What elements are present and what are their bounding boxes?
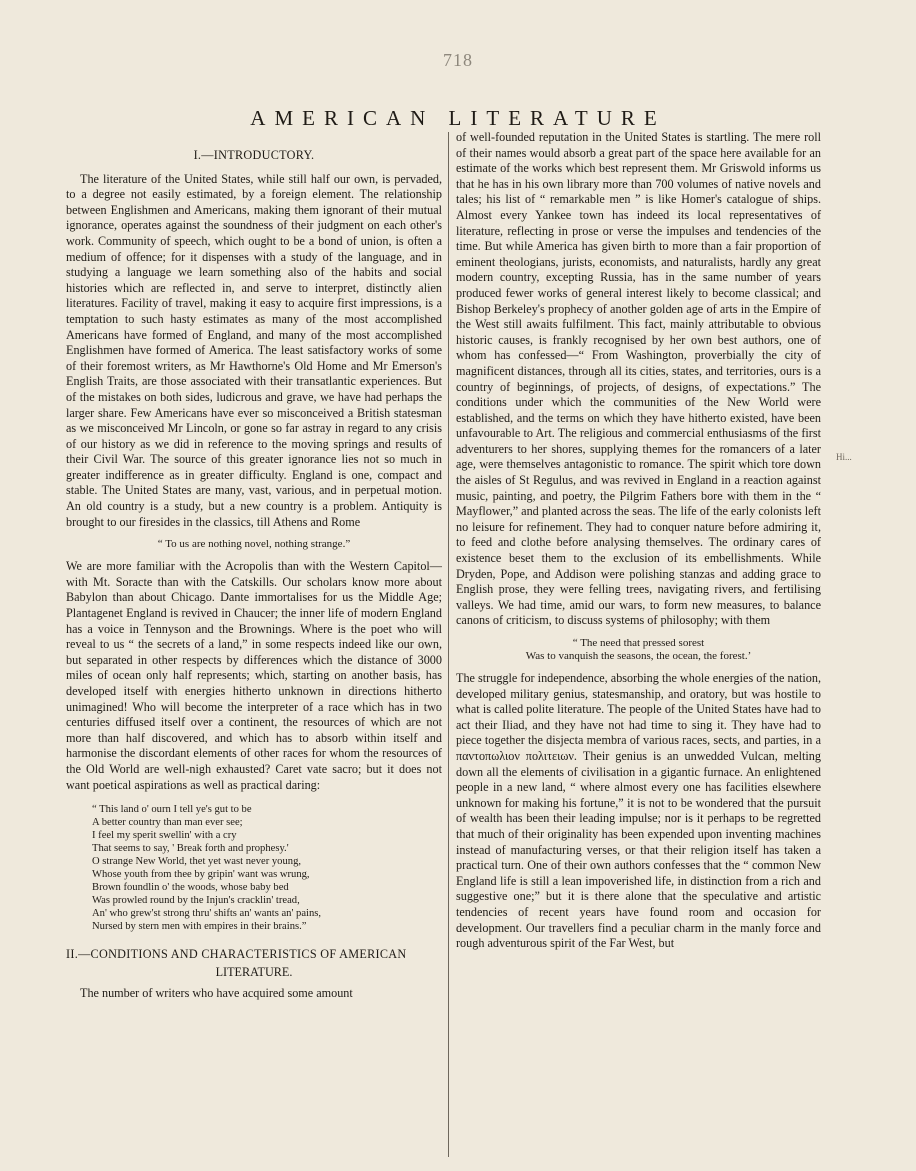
- verse-line: Nursed by stern men with empires in their brains.”: [92, 921, 307, 933]
- paragraph: The number of writers who have acquired some amount: [80, 986, 353, 1001]
- left-column: [66, 138, 442, 1002]
- verse-line: That seems to say, ' Break forth and prophesy.': [92, 843, 289, 855]
- quote-line: “ The need that pressed sorest: [572, 637, 705, 649]
- section-heading-conditions: II.—CONDITIONS AND CHARACTERISTICS OF AMERICAN: [66, 947, 407, 962]
- verse-line: Brown foundlin o' the woods, whose baby bed: [92, 882, 289, 894]
- page-number: 718: [443, 50, 473, 70]
- quote-line: Was to vanquish the seasons, the ocean, the forest.’: [525, 650, 752, 662]
- paragraph: The literature of the United States, while still half our own, is pervaded, to a degree not easily estimated, by a foreign element. The relationship between Englishmen and Americans, making them ignorant of their mutual ignorance, operates against the soundness of their judgment on each other's work. Community of speech, which ought to be a bond of union, is often a medium of offence; for it dispenses with a study of the language, and in studying a language we learn something also of the habits and social histories which are reflected in, and serve to interpret, distinctly alien literatures. Facility of travel, making it easy to acquire first impressions, is a temptation to such hasty estimates as many of the most accomplished Americans have formed of England, and many of the most accomplished Englishmen have formed of America. The least satisfactory works of some of their foremost writers, as Mr Hawthorne's Old Home and Mr Emerson's English Traits, are those associated with their transatlantic experiences. But of the mistakes on both sides, ludicrous and grave, we have had perhaps the larger share. Few Americans have ever so misconceived a British statesman as we misconceived Mr Lincoln, or gone so far astray in regard to any crisis of our history as we did in reference to the moving springs and results of their Civil War. The source of this greater ignorance lies not so much in greater indifference as in greater difficulty. England is one, compact and stable. The United States are many, vast, various, and in perpetual motion. An old country is a study, but a new country is a problem. Antiquity is brought to our firesides in the classics, till Athens and Rome: [66, 171, 442, 529]
- verse-quotation: [92, 803, 442, 933]
- column-rule: [448, 132, 449, 1157]
- paragraph: We are more familiar with the Acropolis than with the Western Capitol—with Mt. Soracte than with the Catskills. Our scholars know more about Babylon than about Chicago. Dante immortalises for us the Middle Age; Plantagenet England is revived in Chaucer; the inner life of modern England has a voice in Tennyson and the Brownings. Where is the poet who will reveal to us “ the secrets of a land,” in some respects indeed like our own, but separated in other respects by differences which the distance of 3000 miles of ocean only half represents; which, starting on another basis, has developed itself with energies hitherto unknown in directions hitherto unimagined! Who will become the interpreter of a race which has in two centuries diffused itself over a continent, the resources of which are not more than half discovered, and which has to absorb within itself and harmonise the discordant elements of other races for whom the resources of the Old World are well-nigh exhausted? Caret vate sacro; but it does not want poetical aspirations as well as practical daring:: [66, 559, 442, 792]
- margin-note: Hi...: [836, 452, 852, 462]
- section-heading-conditions-line2: LITERATURE.: [215, 964, 293, 979]
- section-heading-introductory: I.—INTRODUCTORY.: [193, 148, 315, 162]
- verse-line: O strange New World, thet yet wast never young,: [92, 856, 302, 868]
- verse-line: An' who grew'st strong thru' shifts an' wants an' pains,: [92, 908, 322, 920]
- verse-line: A better country than man ever see;: [92, 817, 243, 829]
- verse-line: Whose youth from thee by gripin' want was wrung,: [92, 869, 310, 881]
- verse-line: Was prowled round by the Injun's cracklin' tread,: [92, 895, 300, 907]
- right-column: [456, 130, 821, 952]
- verse-line: I feel my sperit swellin' with a cry: [92, 830, 237, 842]
- block-quote: “ To us are nothing novel, nothing strange.”: [157, 538, 351, 551]
- block-quote: [456, 637, 821, 663]
- paragraph: of well-founded reputation in the United States is startling. The mere roll of their names would absorb a great part of the space here available for an estimate of the works which best represent them. Mr Griswold informs us that he has in his own library more than 700 volumes of native novels and tales; his list of “ remarkable men ” is like Homer's catalogue of ships. Almost every Yankee town has indeed its local representatives of literature, reflecting in prose or verse the impulses and tendencies of the time. But while America has given birth to more than a fair proportion of eminent theologians, jurists, economists, and naturalists, hardly any great modern country, excepting Russia, has in the same number of years produced fewer works of general interest likely to become classical; and Bishop Berkeley's prophecy of another golden age of arts in the Empire of the West still awaits fulfilment. This fact, mainly attributable to obvious historic causes, is frankly recognised by her own best authors, one of whom has confessed—“ From Washington, proverbially the city of magnificent distances, through all its cities, states, and territories, ours is a country of beginnings, of projects, of designs, of expectations.” The conditions under which the communities of the New World were established, and the terms on which they have hitherto existed, have been unfavourable to Art. The religious and commercial enthusiasms of the first adventurers to her shores, supplying themes for the romancers of a later age, were themselves antagonistic to romance. The spirit which tore down the aisles of St Regulus, and was revived in England in a reaction against music, painting, and poetry, the Pilgrim Fathers bore with them in the “ Mayflower,” and planted across the seas. The life of the early colonists left no leisure for refinement. They had to conquer nature before admiring it, to feed and clothe before analysing themselves. The ordinary cares of existence beset them to the exclusion of its embellishments. While Dryden, Pope, and Addison were polishing stanzas and adding grace to English prose, they were felling trees, navigating rivers, and fertilising valleys. We had time, amid our wars, to form new measures, to balance canons of criticism, to discuss systems of philosophy; with them: [456, 130, 821, 628]
- paragraph: The struggle for independence, absorbing the whole energies of the nation, developed military genius, statesmanship, and oratory, but was hostile to what is called polite literature. The people of the United States have had to act their Iliad, and they have not had time to sing it. They have had to piece together the disjecta membra of various races, sects, and parties, in a παντοπωλιον πολιτειων. Their genius is an unwedded Vulcan, melting down all the elements of civilisation in a gigantic furnace. An enlightened people in a new land, “ where almost every one has facilities elsewhere unknown for making his fortune,” it is not to be wondered that the pursuit of wealth has been their leading impulse; nor is it perhaps to be regretted that much of their originality has been expended upon inventing machines instead of manufacturing verses, or that their religion itself has taken a practical turn. One of their own authors confesses that the “ common New England life is still a lean impoverished life, in distinction from a rich and suggestive one;” but it is there alone that the speculative and artistic tendencies of recent years have found room and occasion for development. Our travellers find a peculiar charm in the manly force and rough adventurous spirit of the Far West, but: [456, 671, 821, 951]
- verse-line: “ This land o' ourn I tell ye's gut to be: [92, 804, 252, 816]
- running-head: AMERICAN LITERATURE: [250, 106, 666, 130]
